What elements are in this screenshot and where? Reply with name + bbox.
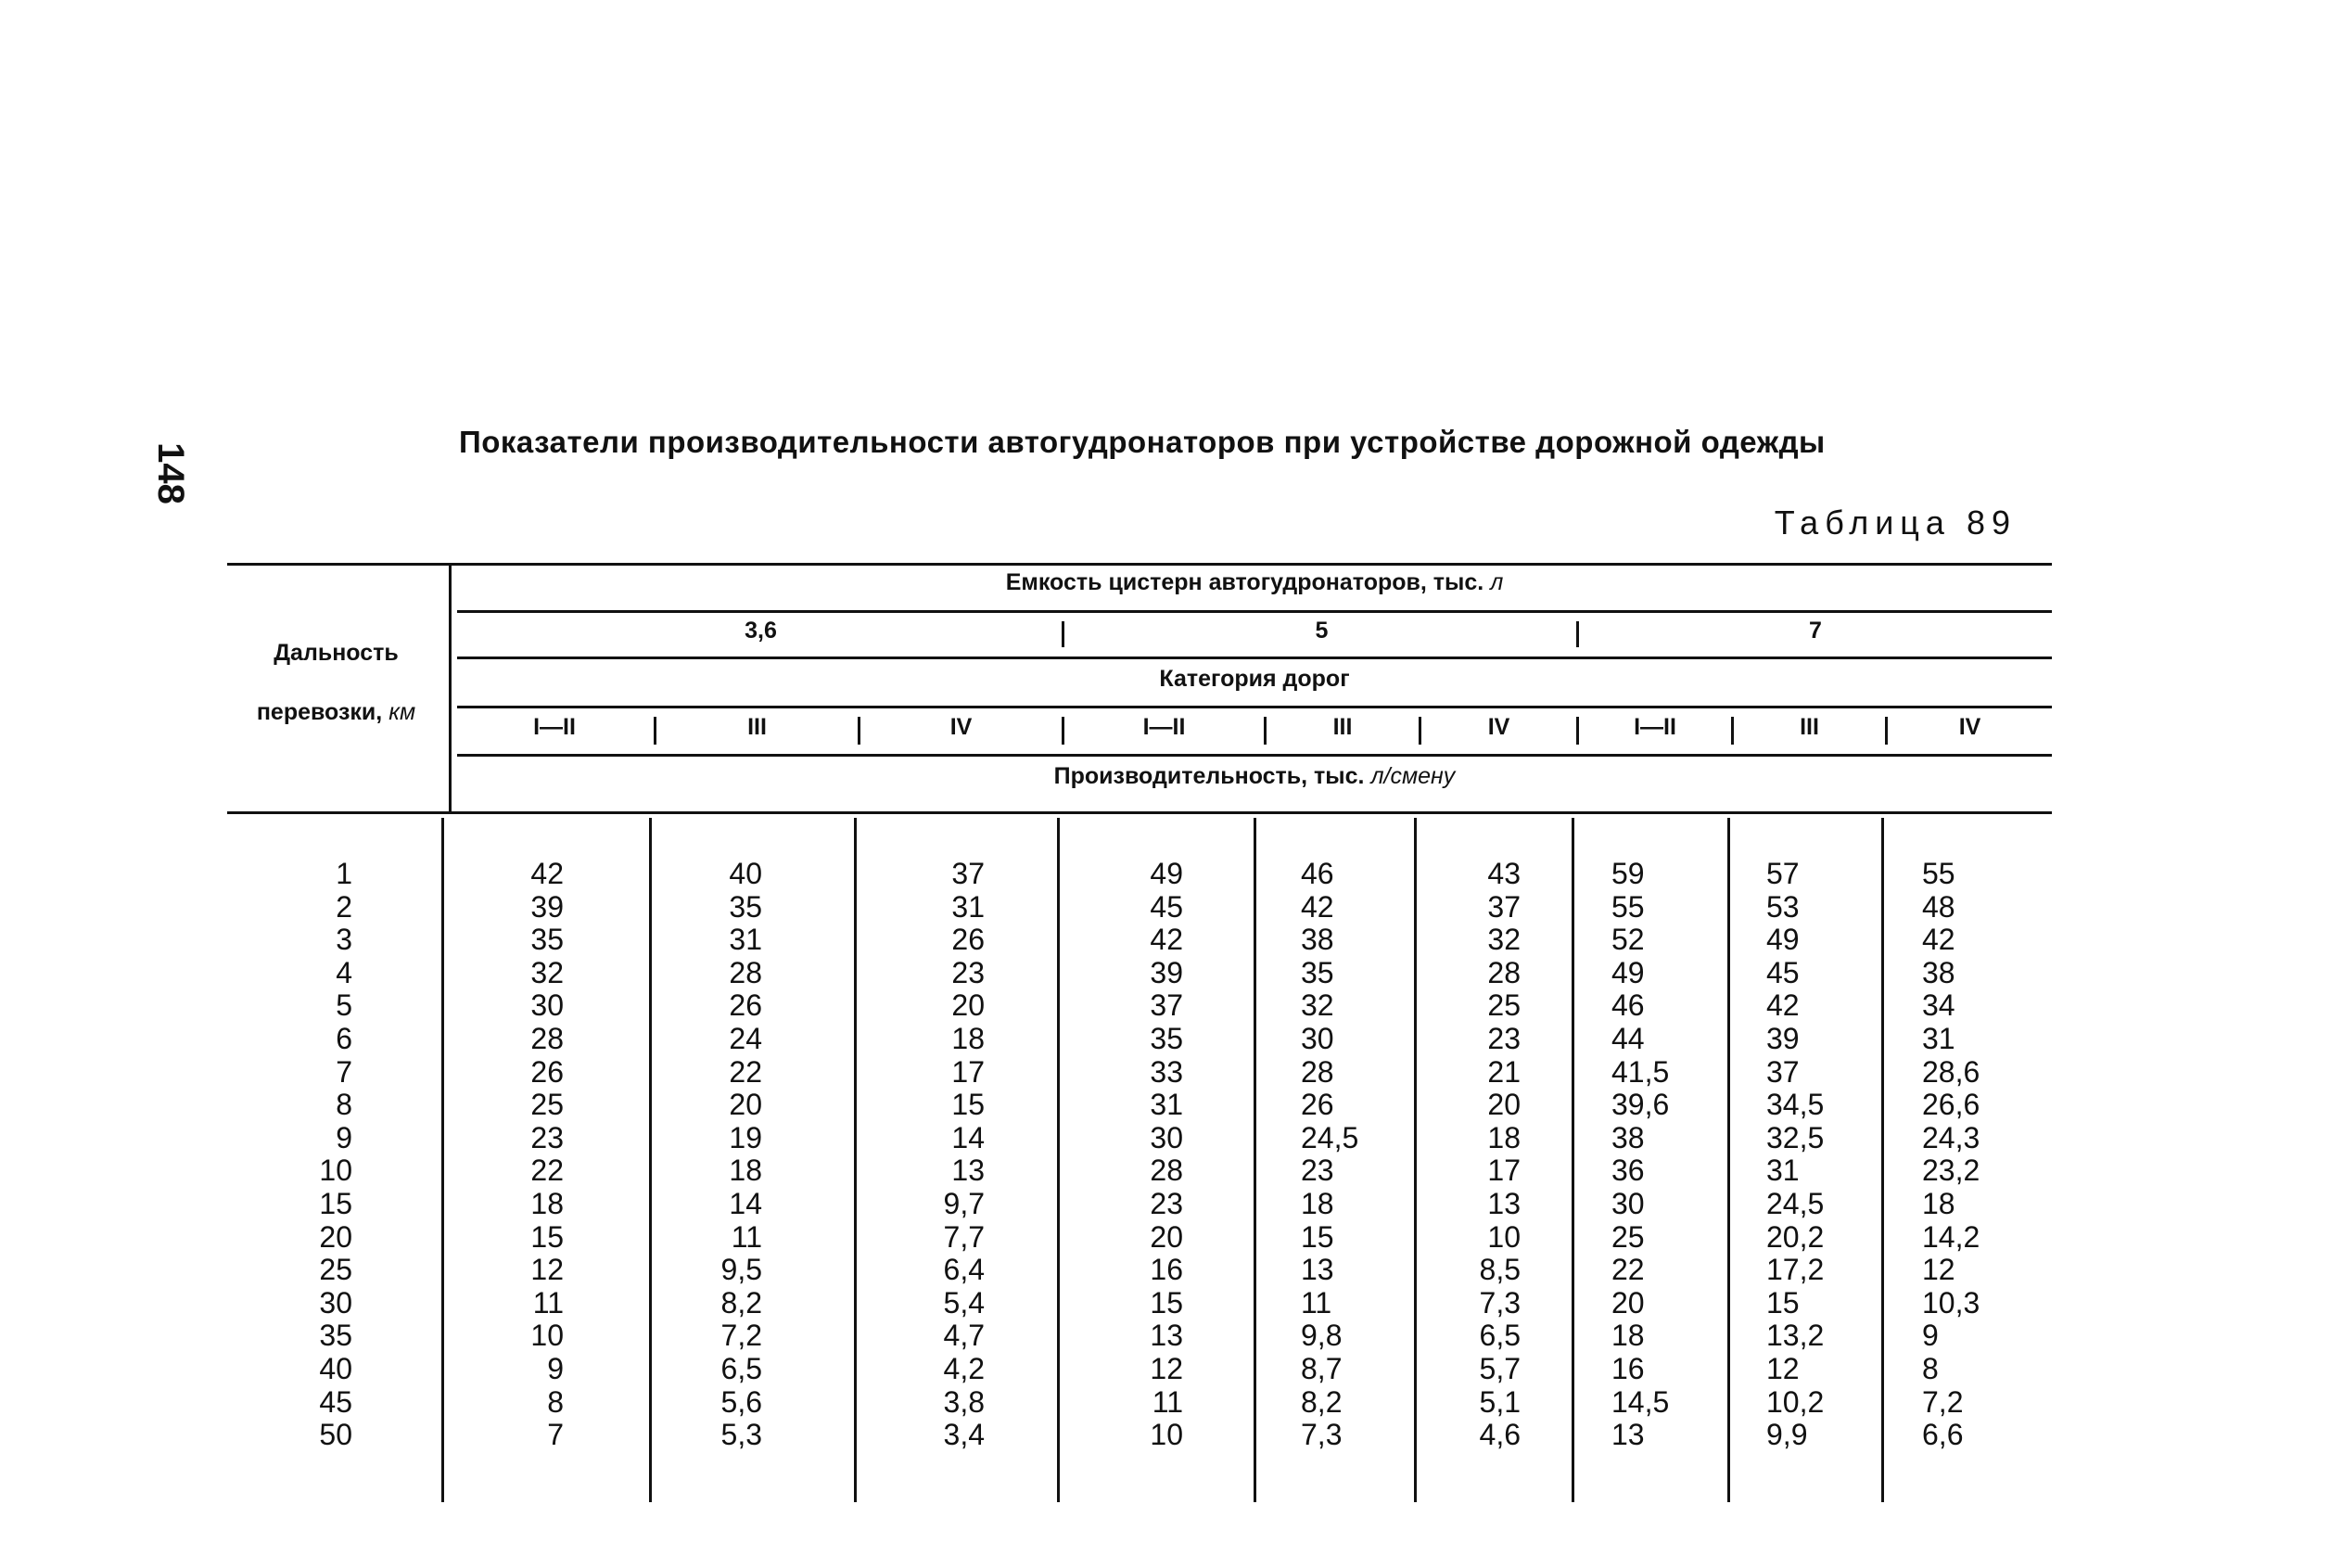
table-cell: 25 <box>530 1088 564 1122</box>
table-cell: 8,5 <box>1479 1253 1521 1287</box>
table-cell: 5,4 <box>943 1285 985 1319</box>
table-cell: 19 <box>729 1120 762 1154</box>
table-cell: 18 <box>1922 1186 1955 1220</box>
table-cell: 59 <box>1611 857 1645 890</box>
distance-cell: 45 <box>319 1384 352 1419</box>
table-cell: 8,7 <box>1301 1351 1343 1385</box>
table-cell: 18 <box>951 1021 985 1055</box>
rule-stub-body <box>441 818 444 1502</box>
table-cell: 13 <box>1487 1186 1521 1220</box>
table-cell: 11 <box>1152 1384 1183 1419</box>
category-6: IV <box>1487 714 1510 740</box>
table-cell: 35 <box>1301 955 1334 989</box>
table-cell: 34,5 <box>1766 1088 1825 1122</box>
table-cell: 7,2 <box>1922 1384 1964 1419</box>
table-cell: 26 <box>729 988 762 1023</box>
table-cell: 18 <box>530 1186 564 1220</box>
table-cell: 7,3 <box>1301 1418 1343 1452</box>
rule-body-2 <box>854 818 857 1502</box>
table-cell: 23 <box>1301 1154 1334 1188</box>
productivity-header-text: Производительность, тыс. <box>1053 763 1365 789</box>
data-column-3 <box>881 858 985 1452</box>
data-column-2 <box>677 858 762 1452</box>
distance-cell: 8 <box>336 1088 352 1122</box>
table-cell: 15 <box>951 1088 985 1122</box>
rule-header-bottom <box>227 811 2052 814</box>
table-cell: 16 <box>1150 1253 1183 1287</box>
table-cell: 30 <box>1150 1120 1183 1154</box>
table-cell: 42 <box>1301 889 1334 924</box>
table-cell: 38 <box>1301 923 1334 957</box>
rule-body-6 <box>1572 818 1574 1502</box>
table-cell: 10,2 <box>1766 1384 1825 1419</box>
table-cell: 25 <box>1487 988 1521 1023</box>
distance-cell: 4 <box>336 955 352 989</box>
table-cell: 17,2 <box>1766 1253 1825 1287</box>
table-cell: 32,5 <box>1766 1120 1825 1154</box>
table-label: Таблица 89 <box>1774 504 2017 542</box>
road-category-header: Категория дорог <box>1159 666 1350 692</box>
table-cell: 18 <box>1301 1186 1334 1220</box>
table-cell: 39,6 <box>1611 1088 1670 1122</box>
table-cell: 49 <box>1150 857 1183 890</box>
table-cell: 22 <box>530 1154 564 1188</box>
table-cell: 22 <box>1611 1253 1645 1287</box>
table-cell: 31 <box>1922 1021 1955 1055</box>
table-cell: 32 <box>530 955 564 989</box>
table-cell: 38 <box>1922 955 1955 989</box>
productivity-unit: л/смену <box>1370 763 1456 789</box>
table-cell: 39 <box>1150 955 1183 989</box>
rule-top <box>227 563 2052 566</box>
category-4: I—II <box>1142 714 1186 740</box>
distance-column <box>278 858 352 1452</box>
table-cell: 18 <box>1611 1319 1645 1353</box>
rule-under-capacities <box>457 657 2052 659</box>
table-cell: 5,1 <box>1479 1384 1521 1419</box>
table-cell: 26 <box>1301 1088 1334 1122</box>
table-cell: 20 <box>1150 1219 1183 1254</box>
capacity-3: 7 <box>1809 618 1822 644</box>
data-column-8 <box>1766 858 1873 1452</box>
table-cell: 9,7 <box>943 1186 985 1220</box>
table-cell: 42 <box>530 857 564 890</box>
table-cell: 11 <box>532 1285 564 1319</box>
rule-stub <box>449 563 452 811</box>
table-cell: 13,2 <box>1766 1319 1825 1353</box>
category-7: I—II <box>1634 714 1676 740</box>
table-cell: 13 <box>1611 1418 1645 1452</box>
table-cell: 8 <box>547 1384 564 1419</box>
table-cell: 23 <box>1150 1186 1183 1220</box>
table-cell: 7,2 <box>720 1319 762 1353</box>
table-cell: 42 <box>1922 923 1955 957</box>
table-cell: 43 <box>1487 857 1521 890</box>
table-cell: 30 <box>1611 1186 1645 1220</box>
table-cell: 15 <box>530 1219 564 1254</box>
table-cell: 15 <box>1766 1285 1800 1319</box>
table-cell: 12 <box>1766 1351 1800 1385</box>
table-cell: 45 <box>1150 889 1183 924</box>
table-cell: 5,3 <box>720 1418 762 1452</box>
table-cell: 6,4 <box>943 1253 985 1287</box>
table-cell: 11 <box>1301 1285 1332 1319</box>
capacity-header-text: Емкость цистерн автогудронаторов, тыс. <box>1005 569 1484 595</box>
capacity-unit: л <box>1490 569 1504 595</box>
table-cell: 28 <box>1487 955 1521 989</box>
table-cell: 24,5 <box>1766 1186 1825 1220</box>
table-cell: 10 <box>1487 1219 1521 1254</box>
rule-body-8 <box>1881 818 1884 1502</box>
table-cell: 13 <box>1301 1253 1334 1287</box>
table-cell: 20,2 <box>1766 1219 1825 1254</box>
table-cell: 26 <box>951 923 985 957</box>
table-cell: 39 <box>1766 1021 1800 1055</box>
table-cell: 55 <box>1922 857 1955 890</box>
table-cell: 7 <box>547 1418 564 1452</box>
table-cell: 49 <box>1766 923 1800 957</box>
table-cell: 4,6 <box>1479 1418 1521 1452</box>
table-cell: 52 <box>1611 923 1645 957</box>
table-cell: 5,6 <box>720 1384 762 1419</box>
distance-cell: 6 <box>336 1021 352 1055</box>
productivity-header <box>457 763 2052 790</box>
table-cell: 40 <box>729 857 762 890</box>
rule-body-4 <box>1254 818 1256 1502</box>
table-cell: 39 <box>530 889 564 924</box>
table-cell: 28 <box>729 955 762 989</box>
table-cell: 14 <box>729 1186 762 1220</box>
distance-cell: 50 <box>319 1418 352 1452</box>
table-cell: 48 <box>1922 889 1955 924</box>
category-5: III <box>1332 714 1353 740</box>
table-cell: 8 <box>1922 1351 1939 1385</box>
rule-under-category <box>457 706 2052 708</box>
table-cell: 31 <box>729 923 762 957</box>
data-column-9 <box>1922 858 2024 1452</box>
data-column-1 <box>501 858 564 1452</box>
distance-cell: 30 <box>319 1285 352 1319</box>
table-cell: 33 <box>1150 1054 1183 1089</box>
table-cell: 4,2 <box>943 1351 985 1385</box>
table-cell: 38 <box>1611 1120 1645 1154</box>
table-cell: 28,6 <box>1922 1054 1980 1089</box>
category-9: IV <box>1958 714 1981 740</box>
table-cell: 23 <box>951 955 985 989</box>
data-column-7 <box>1611 858 1713 1452</box>
table-cell: 35 <box>729 889 762 924</box>
table-cell: 6,5 <box>1479 1319 1521 1353</box>
table-cell: 35 <box>530 923 564 957</box>
table-cell: 7,3 <box>1479 1285 1521 1319</box>
capacity-2: 5 <box>1315 618 1329 644</box>
table-cell: 12 <box>530 1253 564 1287</box>
rule-under-capacity <box>457 610 2052 613</box>
capacity-header <box>457 569 2052 596</box>
table-cell: 6,6 <box>1922 1418 1964 1452</box>
data-column-6 <box>1437 858 1521 1452</box>
table-cell: 22 <box>729 1054 762 1089</box>
distance-cell: 7 <box>336 1054 352 1089</box>
distance-cell: 3 <box>336 923 352 957</box>
table-title: Показатели производительности автогудронаторов при устройстве дорожной одежды <box>459 425 1826 459</box>
category-1: I—II <box>533 714 576 740</box>
table-cell: 53 <box>1766 889 1800 924</box>
category-3: IV <box>949 714 973 740</box>
distance-cell: 35 <box>319 1319 352 1353</box>
table-cell: 3,4 <box>943 1418 985 1452</box>
table-cell: 31 <box>1766 1154 1800 1188</box>
table-cell: 37 <box>1150 988 1183 1023</box>
table-cell: 37 <box>951 857 985 890</box>
distance-cell: 20 <box>319 1219 352 1254</box>
table-cell: 9,5 <box>720 1253 762 1287</box>
category-8: III <box>1800 714 1819 740</box>
distance-cell: 15 <box>319 1186 352 1220</box>
distance-cell: 2 <box>336 889 352 924</box>
row-header-unit: км <box>388 699 416 725</box>
table-cell: 21 <box>1487 1054 1521 1089</box>
category-2: III <box>747 714 767 740</box>
table-cell: 17 <box>1487 1154 1521 1188</box>
table-cell: 12 <box>1922 1253 1955 1287</box>
table-cell: 9,9 <box>1766 1418 1808 1452</box>
table-cell: 9 <box>547 1351 564 1385</box>
table-cell: 30 <box>1301 1021 1334 1055</box>
table-cell: 23 <box>1487 1021 1521 1055</box>
table-cell: 14,5 <box>1611 1384 1670 1419</box>
table-cell: 6,5 <box>720 1351 762 1385</box>
data-column-4 <box>1131 858 1183 1452</box>
table-cell: 34 <box>1922 988 1955 1023</box>
table-cell: 31 <box>951 889 985 924</box>
table-cell: 37 <box>1487 889 1521 924</box>
table-cell: 18 <box>729 1154 762 1188</box>
table-cell: 46 <box>1611 988 1645 1023</box>
table-cell: 26 <box>530 1054 564 1089</box>
table-cell: 4,7 <box>943 1319 985 1353</box>
table-cell: 24 <box>729 1021 762 1055</box>
table-cell: 46 <box>1301 857 1334 890</box>
table-cell: 32 <box>1487 923 1521 957</box>
table-cell: 36 <box>1611 1154 1645 1188</box>
rule-body-5 <box>1414 818 1417 1502</box>
distance-cell: 10 <box>319 1154 352 1188</box>
table-cell: 16 <box>1611 1351 1645 1385</box>
table-cell: 10 <box>1150 1418 1183 1452</box>
table-cell: 55 <box>1611 889 1645 924</box>
table-cell: 44 <box>1611 1021 1645 1055</box>
table-cell: 26,6 <box>1922 1088 1980 1122</box>
row-header-line2 <box>227 699 445 726</box>
table-cell: 20 <box>1611 1285 1645 1319</box>
table-cell: 30 <box>530 988 564 1023</box>
table-cell: 3,8 <box>943 1384 985 1419</box>
table-cell: 10,3 <box>1922 1285 1980 1319</box>
row-header-line1: Дальность <box>274 640 399 666</box>
table-cell: 14 <box>951 1120 985 1154</box>
distance-cell: 5 <box>336 988 352 1023</box>
table-cell: 5,7 <box>1479 1351 1521 1385</box>
table-cell: 14,2 <box>1922 1219 1980 1254</box>
table-cell: 28 <box>1150 1154 1183 1188</box>
data-column-5 <box>1301 858 1394 1452</box>
table-cell: 15 <box>1301 1219 1334 1254</box>
table-cell: 11 <box>731 1219 762 1254</box>
row-header-text: перевозки, <box>256 699 383 725</box>
capacity-1: 3,6 <box>745 618 777 644</box>
table-cell: 45 <box>1766 955 1800 989</box>
table-cell: 57 <box>1766 857 1800 890</box>
distance-cell: 40 <box>319 1351 352 1385</box>
table-cell: 35 <box>1150 1021 1183 1055</box>
table-cell: 32 <box>1301 988 1334 1023</box>
table-cell: 7,7 <box>943 1219 985 1254</box>
table-cell: 28 <box>530 1021 564 1055</box>
rule-body-3 <box>1057 818 1060 1502</box>
table-cell: 17 <box>951 1054 985 1089</box>
rule-body-7 <box>1727 818 1730 1502</box>
table-cell: 25 <box>1611 1219 1645 1254</box>
page-number: 148 <box>149 442 191 504</box>
table-cell: 20 <box>951 988 985 1023</box>
distance-cell: 1 <box>336 857 352 890</box>
table-cell: 9,8 <box>1301 1319 1343 1353</box>
table-cell: 20 <box>1487 1088 1521 1122</box>
table-cell: 12 <box>1150 1351 1183 1385</box>
table-cell: 10 <box>530 1319 564 1353</box>
table-cell: 37 <box>1766 1054 1800 1089</box>
table-cell: 23 <box>530 1120 564 1154</box>
table-cell: 42 <box>1150 923 1183 957</box>
table-cell: 41,5 <box>1611 1054 1670 1089</box>
distance-cell: 25 <box>319 1253 352 1287</box>
table-cell: 24,5 <box>1301 1120 1359 1154</box>
table-cell: 31 <box>1150 1088 1183 1122</box>
table-cell: 42 <box>1766 988 1800 1023</box>
table-cell: 20 <box>729 1088 762 1122</box>
rule-body-1 <box>649 818 652 1502</box>
distance-cell: 9 <box>336 1120 352 1154</box>
table-cell: 24,3 <box>1922 1120 1980 1154</box>
table-cell: 28 <box>1301 1054 1334 1089</box>
table-cell: 13 <box>951 1154 985 1188</box>
table-cell: 18 <box>1487 1120 1521 1154</box>
table-cell: 13 <box>1150 1319 1183 1353</box>
table-cell: 15 <box>1150 1285 1183 1319</box>
table-cell: 49 <box>1611 955 1645 989</box>
table-cell: 9 <box>1922 1319 1939 1353</box>
table-cell: 8,2 <box>720 1285 762 1319</box>
table-cell: 8,2 <box>1301 1384 1343 1419</box>
table-cell: 23,2 <box>1922 1154 1980 1188</box>
rule-under-categories <box>457 754 2052 757</box>
